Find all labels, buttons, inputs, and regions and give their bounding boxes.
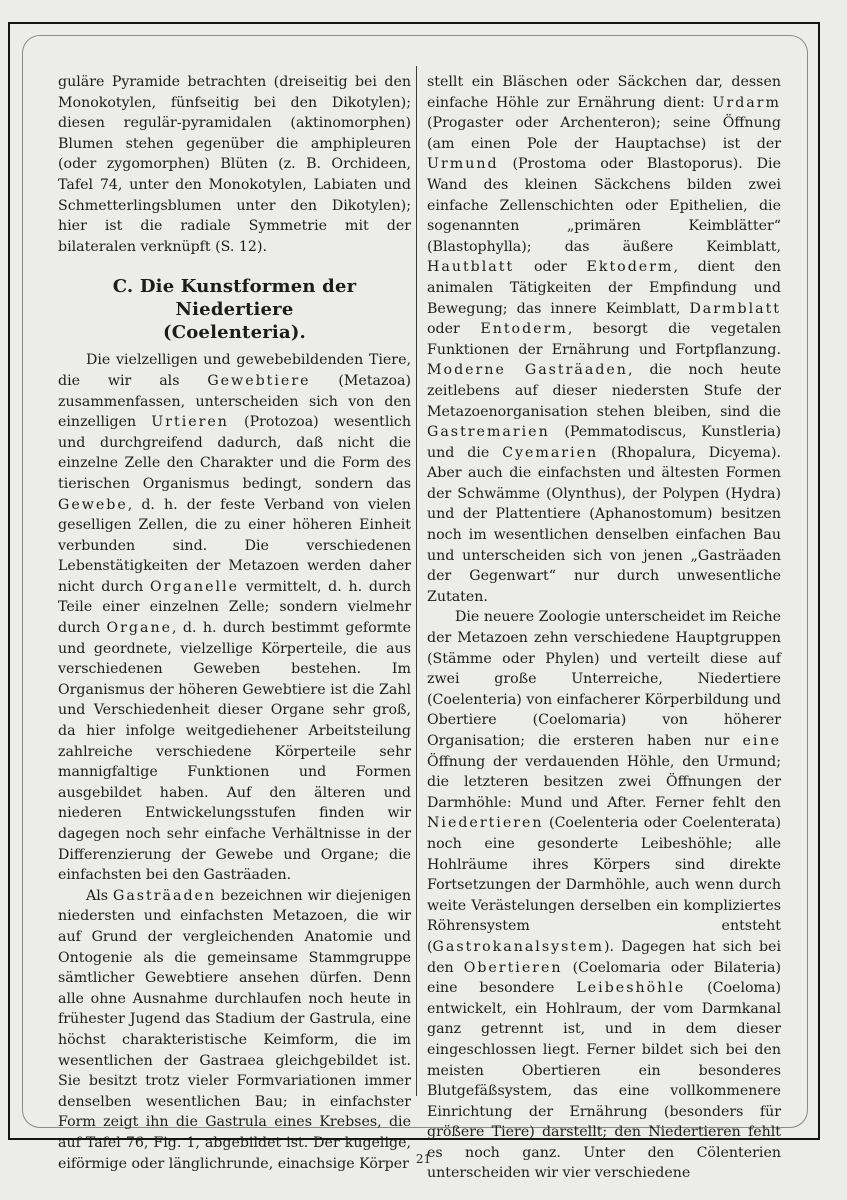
emphasis-term: Urtieren xyxy=(151,414,229,431)
emphasis-term: Gewebtiere xyxy=(207,372,311,389)
column-divider xyxy=(416,66,417,1096)
text-run: vermittelt, d. h. durch Teile einer einzelnen Zelle; sondern vielmehr durch xyxy=(58,578,411,637)
text-run: (Metazoa) zusammenfassen, unterscheiden sich von den einzelligen xyxy=(58,372,411,431)
emphasis-term: Cyemarien xyxy=(502,444,599,461)
text-run: Als xyxy=(86,887,113,904)
text-run: (Rhopalura, Dicyema). Aber auch die einfachsten und ältesten Formen der Schwämme (Olynthus), der Polypen (Hydra) und der Plattentiere (Aphanostomum) besitzen noch im wesentlichen denselben einfachen Bau und unterscheiden sich von jenen „Gasträaden der Gegenwart“ nur durch unwesentliche Zutaten. xyxy=(427,444,781,605)
text-run: (Coeloma) entwickelt, ein Hohlraum, der vom Darmkanal ganz getrennt ist, und in dem dieser eingeschlossen liegt. Ferner bildet sich bei den meisten Obertieren ein besonderes Blutgefäßsystem, das eine vollkommenere Einrichtung der Ernährung (besonders für größere Tiere) darstellt; den Niedertieren fehlt es noch ganz. Unter den Cölenterien unterscheiden wir vier verschiedene xyxy=(427,980,781,1182)
emphasis-term: Gewebe xyxy=(58,496,128,513)
text-run: (Prostoma oder Blastoporus). Die Wand des kleinen Säckchens bilden zwei einfache Zellenschichten oder Epithelien, die sogenannten „primären Keimblätter“ (Blastophylla); das äußere Keimblatt, xyxy=(427,156,781,255)
emphasis-term: Moderne Gasträaden xyxy=(427,362,628,379)
text-run: oder xyxy=(514,259,587,276)
emphasis-term: Leibeshöhle xyxy=(576,980,686,997)
emphasis-term: Gasträaden xyxy=(112,887,217,904)
section-heading-subtitle: (Coelenteria). xyxy=(162,322,306,344)
emphasis-term: Gastremarien xyxy=(427,424,550,441)
text-run: bezeichnen wir diejenigen niedersten und einfachsten Metazoen, die wir auf Grund der vergleichenden Anatomie und Ontogenie als die gemeinsame Stammgruppe sämtlicher Gewebtiere ansehen dürfen. Denn alle ohne Ausnahme durchlaufen noch heute in frühester Jugend das Stadium der Gastrula, eine höchst charakteristische Keimform, die im wesentlichen der Gastraea gleichgebildet ist. Sie besitzt trotz vieler Formvariationen immer denselben wesentlichen Bau; in einfachster Form zeigt ihn die Gastrula eines Krebses, die auf Tafel 76, Fig. 1, abgebildet ist. Der kugelige, eiförmige oder länglichrunde, einachsige Körper xyxy=(58,887,412,1172)
text-run: (Pemmatodiscus, Kunstleria) und die xyxy=(427,424,781,461)
paragraph-zoologie xyxy=(427,607,781,1184)
emphasis-term: Hautblatt xyxy=(427,259,515,276)
text-run: , dient den animalen Tätigkeiten der Empfindung und Bewegung; das innere Keimblatt, xyxy=(427,259,781,317)
paragraph-gastrula-continued xyxy=(427,72,781,607)
text-run: , die noch heute zeitlebens auf dieser niedersten Stufe der Metazoenorganisation stehen bleiben, sind die xyxy=(427,362,781,420)
text-run: Die neuere Zoologie unterscheidet im Reiche der Metazoen zehn verschiedene Hauptgruppen (Stämme oder Phylen) und verteilt diese auf zwei große Unterreiche, Niedertiere (Coelenteria) von einfacherer Körperbildung und Obertiere (Coelomaria) von höherer Organisation; die ersteren haben nur xyxy=(427,609,781,749)
paragraph-gastraeaden xyxy=(58,886,411,1174)
text-run: oder xyxy=(427,321,481,338)
emphasis-term: Gastrokanalsystem xyxy=(432,938,604,955)
text-run: , d. h. durch bestimmt geformte und geordnete, vielzellige Körperteile, die aus verschiedenen Geweben bestehen. Im Organismus der höheren Gewebtiere ist die Zahl und Verschiedenheit dieser Organe sehr groß, da hier infolge weitgediehener Arbeitsteilung zahlreiche verschiedene Körperteile sehr mannigfaltige Funktionen und Formen ausgebildet haben. Auf den älteren und niederen Entwickelungsstufen finden wir dagegen noch sehr einfache Verhältnisse in der Differenzierung der Gewebe und Organe; die einfachsten bei den Gasträaden. xyxy=(58,620,411,884)
text-run: (Progaster oder Archenteron); seine Öffnung (am einen Pole der Hauptachse) ist der xyxy=(427,115,781,152)
emphasis-term: Darmblatt xyxy=(689,300,781,317)
text-run: stellt ein Bläschen oder Säckchen dar, dessen einfache Höhle zur Ernährung dient: xyxy=(427,74,781,111)
emphasis-term: eine xyxy=(742,733,781,749)
emphasis-term: Organe xyxy=(106,620,172,637)
emphasis-term: Urmund xyxy=(427,156,499,173)
text-run: , d. h. der feste Verband von vielen geselligen Zellen, die zu einer höheren Einheit verbunden sind. Die verschiedenen Lebenstätigkeiten der Metazoen werden daher nicht durch xyxy=(58,496,411,595)
emphasis-term: Ektoderm xyxy=(586,259,674,276)
text-run: Die vielzelligen und gewebebildenden Tiere, die wir als xyxy=(58,352,411,389)
text-run: (Protozoa) wesentlich und durchgreifend dadurch, daß nicht die einzelne Zelle den Charakter und die Form des tierischen Organismus bedingt, sondern das xyxy=(58,414,411,492)
left-column xyxy=(58,72,411,1174)
emphasis-term: Obertieren xyxy=(463,959,563,976)
section-heading xyxy=(58,275,411,344)
emphasis-term: Entoderm xyxy=(480,321,568,338)
paragraph-metazoa xyxy=(58,350,411,885)
page-number: 21 xyxy=(415,1152,432,1166)
intro-paragraph: guläre Pyramide betrachten (dreiseitig bei den Monokotylen, fünfseitig bei den Dikotylen); diesen regulär-pyramidalen (aktinomorphen) Blumen stehen gegenüber die amphipleuren (oder zygomorphen) Blüten (z. B. Orchideen, Tafel 74, unter den Monokotylen, Labiaten und Schmetterlingsblumen unter den Dikotylen); hier ist die radiale Symmetrie mit der bilateralen verknüpft (S. 12). xyxy=(58,74,411,255)
text-run: (Coelomaria oder Bilateria) eine besondere xyxy=(427,959,781,997)
text-run: (Coelenteria oder Coelenterata) noch eine gesonderte Leibeshöhle; alle Hohlräume ihres Körpers sind direkte Fortsetzungen der Darmhöhle, auch wenn durch weite Verästelungen derselben ein kompliziertes Röhrensystem entsteht ( xyxy=(427,815,781,955)
emphasis-term: Niedertieren xyxy=(427,815,544,832)
text-run: ). Dagegen hat sich bei den xyxy=(427,938,781,976)
emphasis-term: Urdarm xyxy=(712,94,781,111)
emphasis-term: Organelle xyxy=(150,578,239,595)
section-heading-title: C. Die Kunstformen der Niedertiere xyxy=(112,276,357,321)
text-run: Öffnung der verdauenden Höhle, den Urmund; die letzteren besitzen zwei Öffnungen der Darmhöhle: Mund und After. Ferner fehlt den xyxy=(427,753,781,811)
right-column xyxy=(427,72,781,1184)
text-run: , besorgt die vegetalen Funktionen der Ernährung und Fortpflanzung. xyxy=(427,321,781,358)
